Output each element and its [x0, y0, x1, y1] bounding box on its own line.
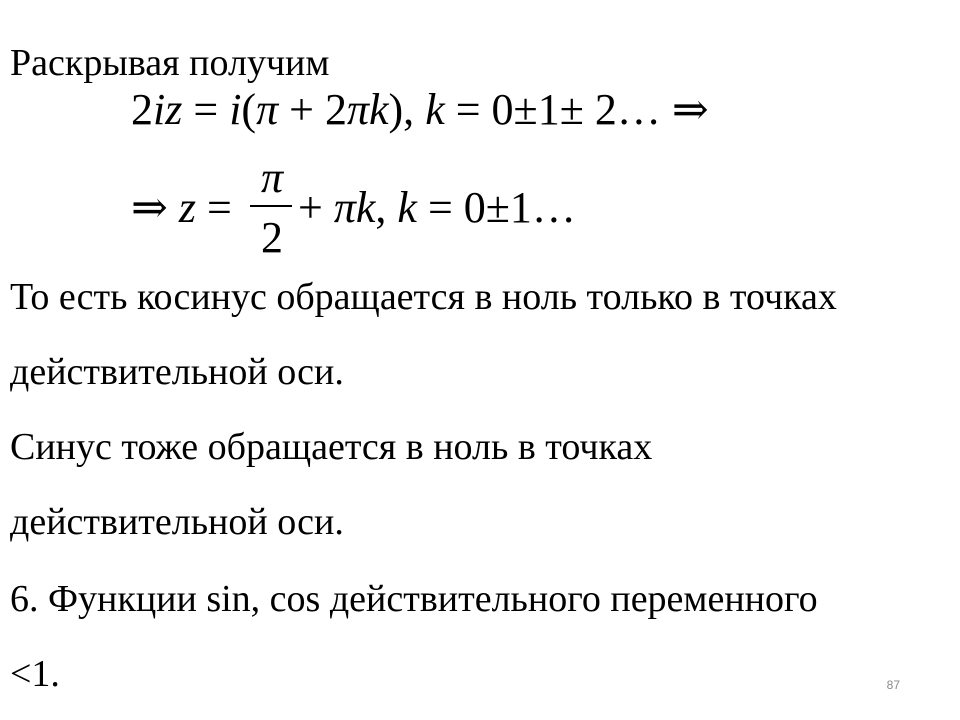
fraction-denominator	[252, 213, 292, 262]
formula-2-part: 1…	[509, 183, 576, 232]
formula-1-part: 1	[537, 85, 560, 134]
formula-1	[131, 85, 709, 134]
formula-1-part: 2…	[594, 85, 661, 134]
formula-1-part: =	[455, 85, 481, 134]
fraction-denominator-text: 2	[261, 213, 283, 262]
paragraph-line-4: действительной оси.	[10, 501, 344, 543]
formula-1-part: πk	[346, 85, 389, 134]
formula-2-part: =	[427, 183, 453, 232]
formula-1-part: π	[256, 85, 279, 134]
fraction-bar	[250, 205, 292, 207]
formula-2-part: ,	[375, 183, 387, 232]
paragraph-line-3: Синус тоже обращается в ноль в точках	[10, 426, 653, 468]
formula-1-part: ±	[559, 85, 584, 134]
formula-1-part: +	[289, 85, 314, 134]
formula-2-part: ±	[485, 183, 510, 232]
formula-1-part: 2	[131, 85, 153, 134]
formula-1-part: k	[425, 85, 445, 134]
formula-1-part: ±	[513, 85, 538, 134]
paragraph-line-5: 6. Функции sin, cos действительного переменного	[10, 578, 818, 620]
formula-2-part: 0	[463, 183, 486, 232]
formula-1-part: i	[229, 85, 242, 134]
formula-2-part: k	[397, 183, 417, 232]
formula-1-part: ),	[388, 85, 415, 134]
formula-1-part: 2	[324, 85, 347, 134]
formula-1-part: 0	[491, 85, 514, 134]
formula-2-part: +	[298, 183, 323, 232]
fraction-numerator-text: π	[260, 153, 284, 202]
paragraph-line-6: <1.	[10, 653, 60, 695]
formula-1-part: =	[193, 85, 219, 134]
formula-2-part: πk	[333, 183, 376, 232]
formula-2-part: z	[178, 183, 196, 232]
formula-2-right	[298, 183, 576, 232]
formula-1-part: (	[241, 85, 257, 134]
formula-2-part: =	[207, 183, 232, 232]
implies-symbol: ⇒	[131, 183, 168, 232]
formula-1-part: iz	[153, 85, 183, 134]
formula-2-left	[131, 183, 232, 232]
intro-text: Раскрывая получим	[10, 42, 330, 84]
implies-symbol: ⇒	[671, 85, 709, 134]
paragraph-line-2: действительной оси.	[10, 351, 344, 393]
fraction-numerator	[252, 153, 292, 202]
page-number: 87	[886, 678, 900, 692]
paragraph-line-1: То есть косинус обращается в ноль только в точках	[10, 276, 837, 318]
